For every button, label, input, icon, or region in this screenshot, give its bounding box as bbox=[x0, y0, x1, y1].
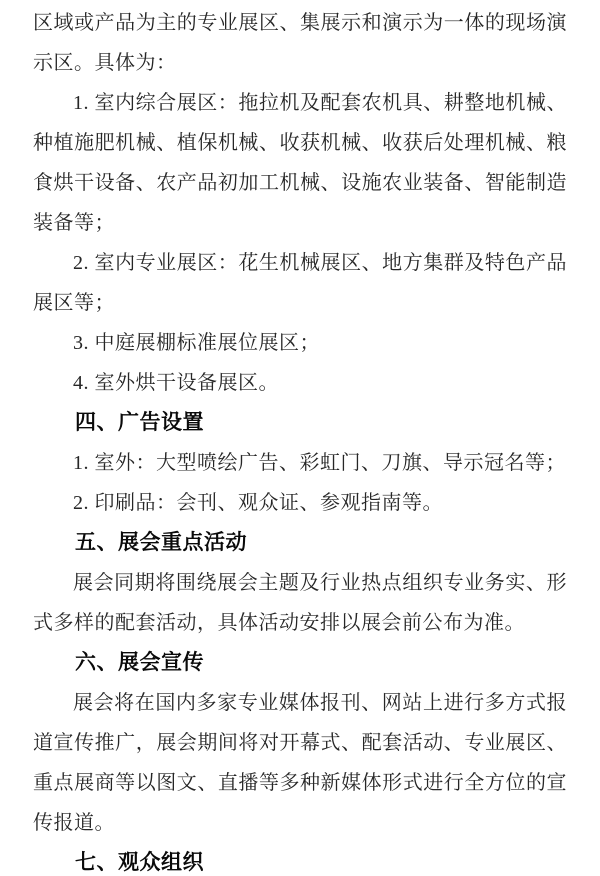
section-heading-6-exhibition-publicity: 六、展会宣传 bbox=[75, 651, 204, 674]
paragraph-continuation-exhibition-zones-intro: 区域或产品为主的专业展区、集展示和演示为一体的现场演示区。具体为： bbox=[33, 12, 567, 74]
paragraph-item-4-outdoor-drying-zone: 4. 室外烘干设备展区。 bbox=[73, 372, 279, 394]
paragraph-publicity-description: 展会将在国内多家专业媒体报刊、网站上进行多方式报道宣传推广，展会期间将对开幕式、配套活动、专业展区、重点展商等以图文、直播等多种新媒体形式进行全方位的宣传报道。 bbox=[33, 692, 567, 834]
paragraph-ad-item-1-outdoor: 1. 室外：大型喷绘广告、彩虹门、刀旗、导示冠名等； bbox=[73, 452, 566, 474]
section-heading-5-key-activities: 五、展会重点活动 bbox=[75, 531, 247, 554]
section-heading-7-audience-organization: 七、观众组织 bbox=[75, 851, 204, 874]
paragraph-item-2-indoor-professional-zone: 2. 室内专业展区：花生机械展区、地方集群及特色产品展区等； bbox=[33, 252, 567, 314]
paragraph-key-activities-description: 展会同期将围绕展会主题及行业热点组织专业务实、形式多样的配套活动，具体活动安排以展会前公布为准。 bbox=[33, 572, 567, 634]
paragraph-item-1-indoor-comprehensive-zone: 1. 室内综合展区：拖拉机及配套农机具、耕整地机械、种植施肥机械、植保机械、收获机械、收获后处理机械、粮食烘干设备、农产品初加工机械、设施农业装备、智能制造装备等； bbox=[33, 92, 567, 234]
section-heading-4-advertising-setup: 四、广告设置 bbox=[75, 411, 204, 434]
paragraph-item-3-atrium-booth-zone: 3. 中庭展棚标准展位展区； bbox=[73, 332, 320, 354]
document-body bbox=[33, 3, 567, 876]
paragraph-ad-item-2-printed-materials: 2. 印刷品：会刊、观众证、参观指南等。 bbox=[73, 492, 443, 514]
